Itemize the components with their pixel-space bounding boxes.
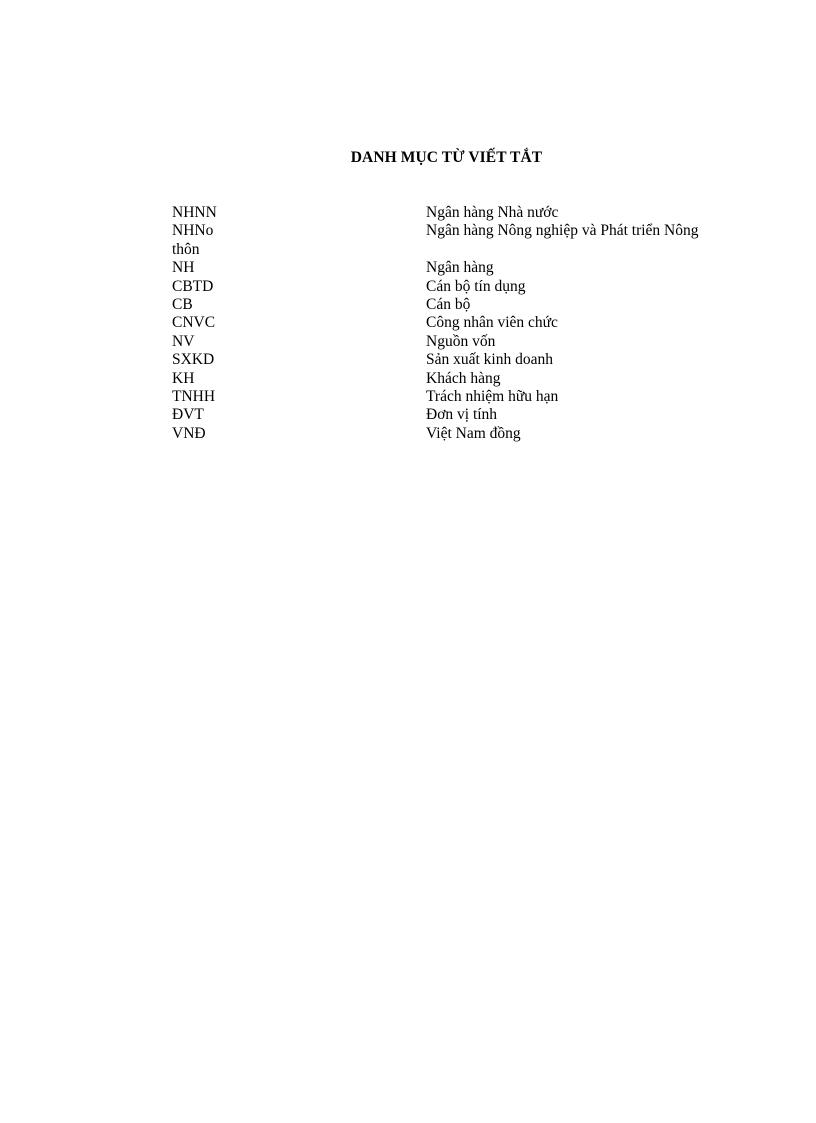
abbreviation: CNVC — [172, 314, 216, 332]
abbreviation-meaning: Nguồn vốn — [426, 332, 496, 350]
meaning-wrap-text: thôn — [172, 240, 200, 258]
abbreviation: NH — [172, 259, 195, 277]
abbreviation-meaning: Cán bộ tín dụng — [426, 277, 526, 295]
list-item — [172, 296, 732, 314]
abbreviation-meaning: Sản xuất kinh doanh — [426, 351, 553, 369]
list-item — [172, 406, 732, 424]
abbreviation-meaning: Ngân hàng Nông nghiệp và Phát triển Nông — [426, 222, 699, 240]
abbreviation: TNHH — [172, 387, 216, 405]
abbreviation-meaning: Việt Nam đồng — [426, 424, 521, 442]
abbreviation-meaning: Ngân hàng — [426, 259, 494, 277]
list-item — [172, 351, 732, 369]
page-title: DANH MỤC TỪ VIẾT TẮT — [350, 149, 543, 166]
meaning-continuation — [172, 241, 732, 259]
abbreviation: NHNo — [172, 222, 214, 240]
abbreviation-meaning: Công nhân viên chức — [426, 314, 558, 332]
abbreviation-list — [172, 204, 732, 443]
abbreviation: CB — [172, 295, 193, 313]
list-item — [172, 222, 732, 240]
list-item — [172, 370, 732, 388]
abbreviation: KH — [172, 369, 195, 387]
list-item — [172, 333, 732, 351]
abbreviation: CBTD — [172, 277, 214, 295]
list-item — [172, 388, 732, 406]
abbreviation: ĐVT — [172, 406, 204, 424]
abbreviation-meaning: Cán bộ — [426, 295, 471, 313]
list-item — [172, 278, 732, 296]
abbreviation-meaning: Ngân hàng Nhà nước — [426, 204, 559, 221]
abbreviation: SXKD — [172, 351, 215, 369]
list-item — [172, 259, 732, 277]
abbreviation-meaning: Đơn vị tính — [426, 406, 498, 424]
list-item — [172, 314, 732, 332]
abbreviation: NHNN — [172, 204, 217, 221]
abbreviation: NV — [172, 332, 195, 350]
list-item — [172, 425, 732, 443]
abbreviation-meaning: Trách nhiệm hữu hạn — [426, 387, 559, 405]
abbreviation: VNĐ — [172, 424, 206, 442]
list-item — [172, 204, 732, 222]
abbreviation-meaning: Khách hàng — [426, 369, 501, 387]
